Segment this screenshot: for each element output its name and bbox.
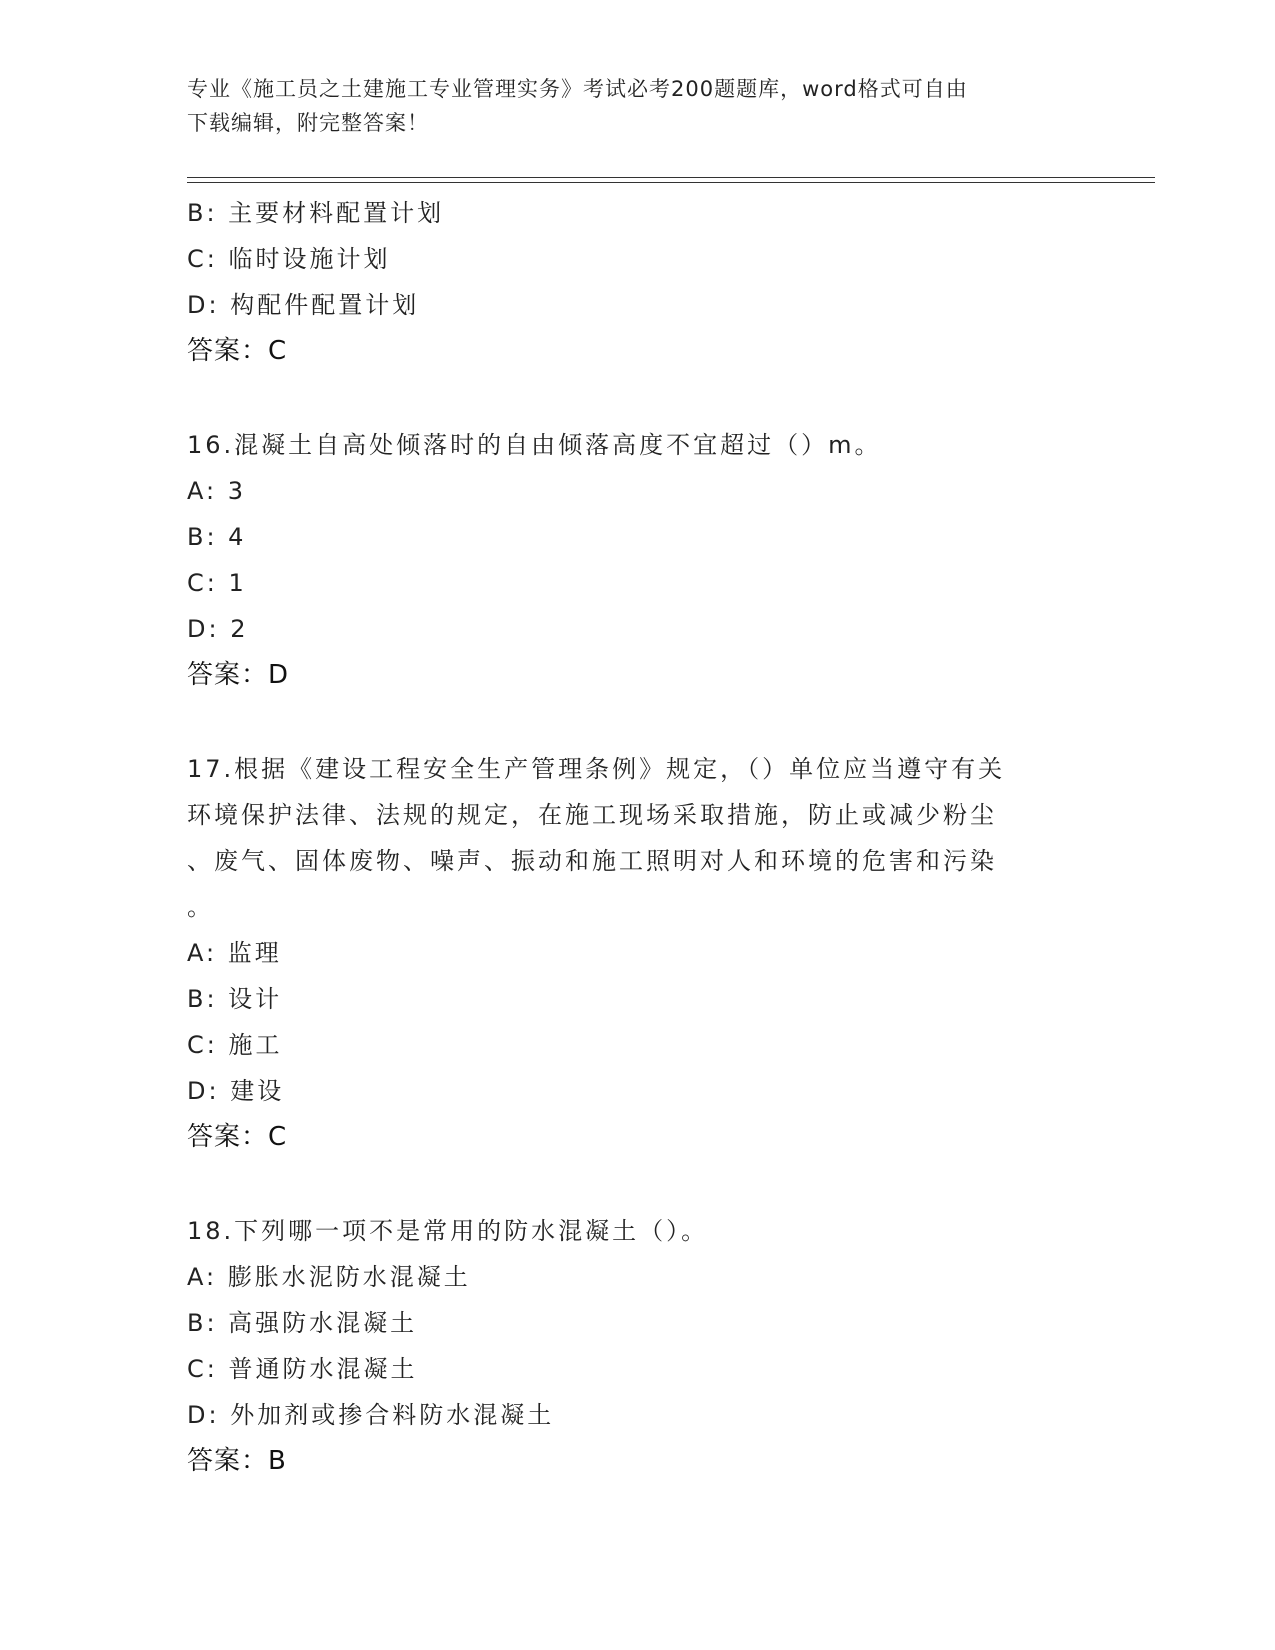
question-18 — [187, 1208, 1087, 1484]
document-header — [187, 72, 1087, 140]
option-b: B: 高强防水混凝土 — [187, 1309, 418, 1337]
option-b: B: 主要材料配置计划 — [187, 199, 445, 227]
option-a: A: 3 — [187, 477, 246, 505]
option-d: D: 外加剂或掺合料防水混凝土 — [187, 1401, 555, 1429]
header-title-line-1: 专业《施工员之土建施工专业管理实务》考试必考200题题库，word格式可自由 — [187, 77, 968, 101]
answer-line: 答案：C — [187, 1122, 288, 1152]
answer-line: 答案：B — [187, 1446, 287, 1476]
question-stem-line-1: 17.根据《建设工程安全生产管理条例》规定，（）单位应当遵守有关 — [187, 755, 1006, 783]
question-15-tail — [187, 190, 1087, 374]
header-title-line-2: 下载编辑，附完整答案！ — [187, 111, 429, 135]
question-17 — [187, 746, 1087, 1160]
question-16 — [187, 422, 1087, 698]
option-c: C: 1 — [187, 569, 247, 597]
answer-line: 答案：C — [187, 336, 288, 366]
header-divider-top — [187, 177, 1155, 178]
option-a: A: 膨胀水泥防水混凝土 — [187, 1263, 471, 1291]
option-c: C: 临时设施计划 — [187, 245, 391, 273]
header-divider-bottom — [187, 182, 1155, 183]
question-stem: 18.下列哪一项不是常用的防水混凝土（）。 — [187, 1217, 709, 1245]
option-a: A: 监理 — [187, 939, 282, 967]
option-d: D: 2 — [187, 615, 249, 643]
document-body — [187, 190, 1087, 1484]
question-stem-line-4: 。 — [187, 893, 214, 921]
option-c: C: 普通防水混凝土 — [187, 1355, 418, 1383]
question-stem-line-2: 环境保护法律、法规的规定，在施工现场采取措施，防止或减少粉尘 — [187, 801, 997, 829]
question-stem: 16.混凝土自高处倾落时的自由倾落高度不宜超过（）m。 — [187, 431, 882, 459]
option-d: D: 建设 — [187, 1077, 285, 1105]
answer-line: 答案：D — [187, 660, 290, 690]
option-d: D: 构配件配置计划 — [187, 291, 420, 319]
option-b: B: 4 — [187, 523, 247, 551]
option-c: C: 施工 — [187, 1031, 283, 1059]
question-stem-line-3: 、废气、固体废物、噪声、振动和施工照明对人和环境的危害和污染 — [187, 847, 997, 875]
option-b: B: 设计 — [187, 985, 283, 1013]
